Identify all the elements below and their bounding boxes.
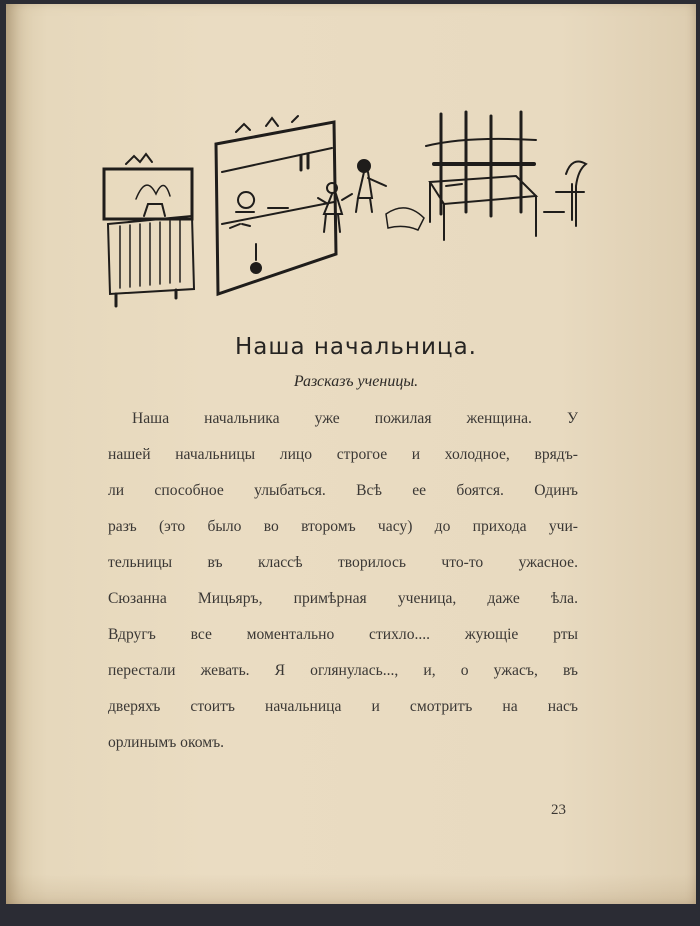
page-title: Наша начальница.: [235, 334, 477, 360]
text-line: дверяхъ стоитъ начальница и смотритъ на насъ: [108, 698, 578, 715]
text-line: Наша начальника уже пожилая женщина. У: [132, 410, 578, 427]
text-line: орлинымъ окомъ.: [108, 734, 225, 751]
story-text: [108, 401, 578, 761]
text-line: перестали жевать. Я оглянулась..., и, о ужасъ, въ: [108, 662, 578, 679]
wall-board-sketch: [216, 116, 336, 294]
classroom-illustration: [96, 104, 606, 314]
desk-sketch: [108, 216, 194, 306]
framed-picture-sketch: [104, 154, 192, 219]
text-line: разъ (это было во второмъ часу) до прихода учи-: [108, 518, 578, 535]
text-line: нашей начальницы лицо строгое и холодное, врядъ-: [108, 446, 578, 463]
text-line: Вдругъ все моментально стихло.... жующіе рты: [108, 626, 578, 643]
page-number: 23: [551, 802, 566, 818]
text-line: тельницы въ классѣ творилось что-то ужасное.: [108, 554, 578, 571]
page-subtitle: Разсказъ ученицы.: [293, 373, 419, 390]
text-line: Сюзанна Мицьяръ, примѣрная ученица, даже ѣла.: [108, 590, 578, 607]
chair-sketch: [544, 162, 586, 226]
text-line: ли способное улыбаться. Всѣ ее боятся. Одинъ: [108, 482, 578, 499]
book-page: [6, 4, 696, 904]
